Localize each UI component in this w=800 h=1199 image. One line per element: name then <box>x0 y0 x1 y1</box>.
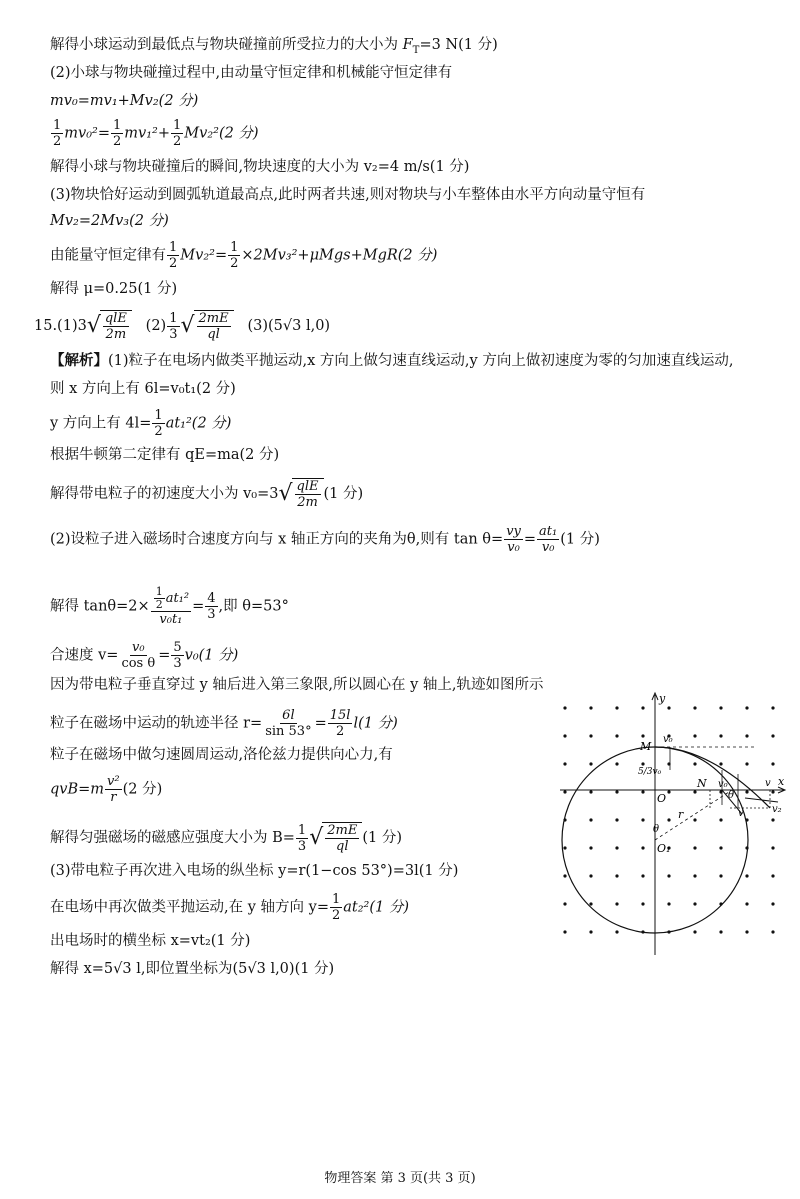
field-dot <box>589 930 592 933</box>
field-dot <box>771 762 774 765</box>
field-dot <box>641 874 644 877</box>
field-dot <box>589 818 592 821</box>
page-footer: 物理答案 第 3 页(共 3 页) <box>324 1171 476 1186</box>
field-dot <box>771 734 774 737</box>
label-r: r <box>678 808 684 821</box>
field-dot <box>641 818 644 821</box>
label-v0: v₀ <box>663 734 673 745</box>
field-dot <box>615 706 618 709</box>
line-13: y 方向上有 4l= $\frac{1}{2}$ at₁²(2 分) <box>50 408 232 439</box>
line-20: 粒子在磁场中运动的轨迹半径 r= $\frac{6l}{\sin 53^\circ}$ = $\frac{15l}{2}$ l(1 分) <box>50 708 398 739</box>
line-27: 解得 x=5√3 l,即位置坐标为(5√3 l,0)(1 分) <box>50 961 335 977</box>
line-8: 由能量守恒定律有 $\frac{1}{2}$ Mv₂²= $\frac{1}{2}$ ×2Mv₃²+μMgs+MgR(2 分) <box>50 240 438 271</box>
field-dot <box>745 762 748 765</box>
line-5: 解得小球与物块碰撞后的瞬间,物块速度的大小为 v₂=4 m/s(1 分) <box>50 159 470 175</box>
field-dot <box>563 762 566 765</box>
field-dot <box>563 846 566 849</box>
line-15: 解得带电粒子的初速度大小为 v₀=3√ qlE 2m (1 分) <box>50 479 364 510</box>
line-2: (2)小球与物块碰撞过程中,由动量守恒定律和机械能守恒定律有 <box>50 65 453 81</box>
field-dot <box>693 902 696 905</box>
field-dot <box>693 846 696 849</box>
line-3: mv₀=mv₁+Mv₂(2 分) <box>50 93 199 109</box>
field-dot <box>719 706 722 709</box>
field-dot <box>589 874 592 877</box>
field-dot <box>771 930 774 933</box>
field-dot <box>667 790 670 793</box>
field-dot <box>563 734 566 737</box>
field-dot <box>771 818 774 821</box>
label-N: N <box>697 777 707 790</box>
field-dot <box>719 762 722 765</box>
label-O: O <box>657 792 667 805</box>
line-7: Mv₂=2Mv₃(2 分) <box>50 213 169 229</box>
field-dot <box>641 762 644 765</box>
field-dot <box>641 734 644 737</box>
field-dot <box>667 902 670 905</box>
field-dot <box>745 874 748 877</box>
field-dot <box>745 902 748 905</box>
field-dot <box>771 902 774 905</box>
label-theta: θ <box>653 824 660 835</box>
field-dot <box>615 818 618 821</box>
field-dot <box>563 874 566 877</box>
field-dot <box>667 874 670 877</box>
field-dot <box>589 734 592 737</box>
trajectory-figure <box>560 690 790 960</box>
field-dot <box>615 846 618 849</box>
field-dot <box>719 818 722 821</box>
field-dot <box>745 790 748 793</box>
field-dot <box>719 930 722 933</box>
field-dot <box>693 790 696 793</box>
field-dot <box>615 762 618 765</box>
field-dot <box>771 790 774 793</box>
field-dot <box>693 874 696 877</box>
field-dot <box>771 846 774 849</box>
label-vb: v <box>738 808 744 819</box>
field-dot <box>693 818 696 821</box>
line-21: 粒子在磁场中做匀速圆周运动,洛伦兹力提供向心力,有 <box>50 747 393 763</box>
field-dot <box>589 902 592 905</box>
field-dot <box>641 902 644 905</box>
field-dot <box>589 706 592 709</box>
field-dot <box>615 734 618 737</box>
line-11: 【解析】(1)粒子在电场内做类平抛运动,x 方向上做匀速直线运动,y 方向上做初速度为零的匀加速直线运动, <box>50 352 734 369</box>
field-dot <box>615 902 618 905</box>
field-dot <box>563 930 566 933</box>
field-dot <box>615 874 618 877</box>
label-v53: 5/3v₀ <box>638 767 662 777</box>
line-16: (2)设粒子进入磁场时合速度方向与 x 轴正方向的夹角为θ,则有 tan θ= $\frac{vy}{\text{v₀}}$ = $\frac{\text{at₁}}{\text{v₀}}$ (1 分) <box>50 524 600 555</box>
field-dot <box>771 706 774 709</box>
label-O1: O₁ <box>657 842 671 855</box>
field-dot <box>589 846 592 849</box>
line-25: 在电场中再次做类平抛运动,在 y 轴方向 y= $\frac{1}{2}$ at₂²(1 分) <box>50 892 409 923</box>
line-1: 解得小球运动到最低点与物块碰撞前所受拉力的大小为 $F_T=3$ N(1 分) <box>50 37 498 56</box>
line-23: 解得匀强磁场的磁感应强度大小为 B= $\frac{1}{3}$ √ $\frac{2mE}{ql}$ (1 分) <box>50 822 402 854</box>
field-dot <box>719 846 722 849</box>
label-M: M <box>640 740 652 753</box>
field-dot <box>719 734 722 737</box>
line-12: 则 x 方向上有 6l=v₀t₁(2 分) <box>50 381 236 397</box>
line-9: 解得 μ=0.25(1 分) <box>50 281 178 297</box>
label-theta2: θ <box>728 790 735 801</box>
field-dot <box>693 762 696 765</box>
field-dot <box>745 734 748 737</box>
line-19: 因为带电粒子垂直穿过 y 轴后进入第三象限,所以圆心在 y 轴上,轨迹如图所示 <box>50 677 544 693</box>
field-dot <box>771 874 774 877</box>
line-4: $\frac{1}{2}$ mv₀²= $\frac{1}{2}$ mv₁²+ $\frac{1}{2}$ Mv₂²(2 分) <box>53 118 259 149</box>
line-17: 解得 tanθ=2× $\frac{1}{2}$ at₁² v₀t₁ = $\frac{4}{3}$ ,即 θ=53° <box>50 585 289 627</box>
field-dot <box>589 790 592 793</box>
field-dot <box>615 930 618 933</box>
field-dot <box>693 706 696 709</box>
field-dot <box>563 706 566 709</box>
label-v2: v₂ <box>772 804 782 815</box>
field-dot <box>745 706 748 709</box>
label-v0b: v₀ <box>718 779 728 790</box>
field-dot <box>693 734 696 737</box>
field-dot <box>745 930 748 933</box>
field-dot <box>667 706 670 709</box>
field-dot <box>719 874 722 877</box>
field-dot <box>641 846 644 849</box>
line-6: (3)物块恰好运动到圆弧轨道最高点,此时两者共速,则对物块与小车整体由水平方向动量守恒有 <box>50 187 646 203</box>
line-18: 合速度 v= $\frac{\text{v₀}}{\text{cos θ}}$ = $\frac{5}{3}$ v₀(1 分) <box>50 640 239 671</box>
label-v: v <box>765 778 771 789</box>
label-x: x <box>778 775 785 788</box>
field-dot <box>563 902 566 905</box>
field-dot <box>615 790 618 793</box>
field-dot <box>693 930 696 933</box>
answer-15: 15.(1)3√ qlE 2m (2) $\frac{1}{3}$ √ $\frac{2mE}{ql}$ (3)(5√3 l,0) <box>34 310 331 342</box>
field-dot <box>641 706 644 709</box>
field-dot <box>667 818 670 821</box>
line-22: qvB=m $\frac{\text{v²}}{r}$ (2 分) <box>50 774 163 805</box>
field-dot <box>589 762 592 765</box>
field-dot <box>563 790 566 793</box>
line-26: 出电场时的横坐标 x=vt₂(1 分) <box>50 933 251 949</box>
field-dot <box>641 790 644 793</box>
line-14: 根据牛顿第二定律有 qE=ma(2 分) <box>50 447 280 463</box>
line-24: (3)带电粒子再次进入电场的纵坐标 y=r(1−cos 53°)=3l(1 分) <box>50 863 459 879</box>
label-y: y <box>659 692 666 705</box>
